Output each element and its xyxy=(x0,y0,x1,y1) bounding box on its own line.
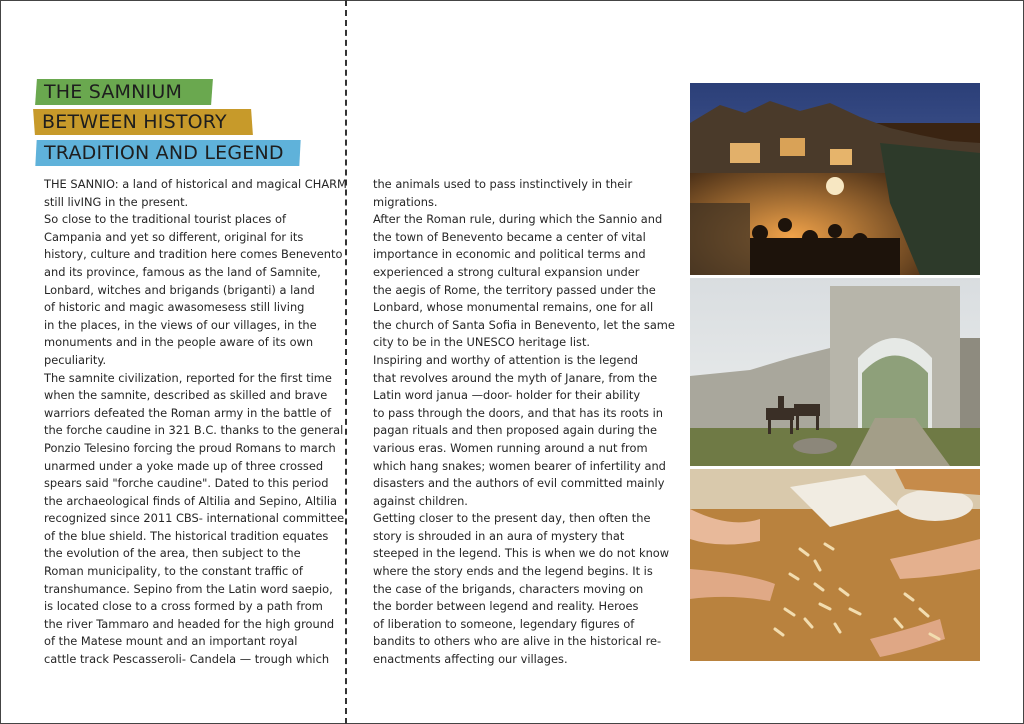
left-column-line: THE SANNIO: a land of historical and magical CHARM xyxy=(44,177,347,191)
title-line-2: BETWEEN HISTORY xyxy=(42,111,227,133)
left-column-line: Campania and yet so different, original for its xyxy=(44,229,304,244)
right-column-line: enactments affecting our villages. xyxy=(373,652,568,667)
right-column-line: Getting closer to the present day, then often the xyxy=(373,511,651,526)
right-column-line: the animals used to pass instinctively in their xyxy=(373,177,633,191)
left-column-line: of the blue shield. The historical tradition equates xyxy=(44,528,329,543)
left-column-line: of the Matese mount and an important royal xyxy=(44,634,298,649)
title-line-3: TRADITION AND LEGEND xyxy=(44,142,284,164)
right-column-line: Latin word janua —door- holder for their ability xyxy=(373,388,641,403)
left-column-line: spears said "forche caudine". Dated to this period xyxy=(44,476,329,491)
roman-arch-image xyxy=(690,278,980,466)
left-text-column xyxy=(44,176,347,669)
left-column-line: unarmed under a yoke made up of three crossed xyxy=(44,458,324,473)
left-column-line: when the samnite, described as skilled and brave xyxy=(44,388,328,403)
left-column-line: the river Tammaro and headed for the high ground xyxy=(44,616,335,631)
right-column-line: bandits to others who are alive in the historical re- xyxy=(373,634,662,649)
left-column-line: Lonbard, witches and brigands (briganti) a land xyxy=(44,282,315,297)
title-line-1: THE SAMNIUM xyxy=(44,81,183,103)
right-column-line: experienced a strong cultural expansion under xyxy=(373,264,640,279)
right-column-line: story is shrouded in an aura of mystery that xyxy=(373,528,625,543)
right-column-line: where the story ends and the legend begins. It is xyxy=(373,564,653,579)
right-column-line: After the Roman rule, during which the Sannio and xyxy=(373,212,663,227)
photo-handmade-pasta xyxy=(690,469,980,661)
left-column-line: monuments and in the people aware of its own xyxy=(44,335,314,350)
title-band-green xyxy=(35,79,213,105)
right-column-line: migrations. xyxy=(373,194,438,209)
right-column-line: city to be in the UNESCO heritage list. xyxy=(373,335,591,350)
left-column-line: history, culture and tradition here comes Benevento xyxy=(44,247,343,262)
right-column-line: the town of Benevento became a center of vital xyxy=(373,229,646,244)
title-band-blue xyxy=(35,140,300,166)
photo-roman-arch-sepino xyxy=(690,278,980,466)
right-column-line: Lonbard, whose monumental remains, one for all xyxy=(373,300,654,315)
left-column-line: cattle track Pescasseroli- Candela — trough which xyxy=(44,652,330,667)
left-column-line: warriors defeated the Roman army in the battle of xyxy=(44,405,332,420)
left-column-line: The samnite civilization, reported for the first time xyxy=(44,370,332,385)
night-village-image xyxy=(690,83,980,275)
left-column-line: Roman municipality, to the constant traffic of xyxy=(44,564,303,579)
left-column-line: in the places, in the views of our villages, in the xyxy=(44,317,317,332)
right-column-line: against children. xyxy=(373,493,468,508)
right-column-line: the aegis of Rome, the territory passed under the xyxy=(373,282,656,297)
right-column-line: the border between legend and reality. Heroes xyxy=(373,599,639,614)
right-column-line: the church of Santa Sofia in Benevento, let the same xyxy=(373,317,675,332)
right-column-line: steeped in the legend. This is when we do not know xyxy=(373,546,670,561)
right-column-line: which hang snakes; women bearer of infertility and xyxy=(373,458,666,473)
right-column-line: the case of the brigands, characters moving on xyxy=(373,581,644,596)
left-column-line: So close to the traditional tourist places of xyxy=(44,212,286,227)
right-text-column xyxy=(373,176,675,669)
left-column-line: and its province, famous as the land of Samnite, xyxy=(44,264,321,279)
right-column-line: importance in economic and political terms and xyxy=(373,247,646,262)
left-column-line: transhumance. Sepino from the Latin word saepio, xyxy=(44,581,333,596)
left-column-line: Ponzio Telesino forcing the proud Romans to march xyxy=(44,440,336,455)
left-column-line: the archaeological finds of Altilia and Sepino, Altilia xyxy=(44,493,338,508)
left-column-line: of historic and magic awasomesess still living xyxy=(44,300,305,315)
left-column-line: still livING in the present. xyxy=(44,194,189,209)
page-fold-line xyxy=(345,0,347,724)
right-column-line: that revolves around the myth of Janare, from the xyxy=(373,370,658,385)
right-column-line: of liberation to someone, legendary figures of xyxy=(373,616,635,631)
handmade-pasta-image xyxy=(690,469,980,661)
right-column-line: to pass through the doors, and that has its roots in xyxy=(373,405,663,420)
left-column-line: the forche caudine in 321 B.C. thanks to the general xyxy=(44,423,344,438)
left-column-line: the evolution of the area, then subject to the xyxy=(44,546,301,561)
right-column-line: various eras. Women running around a nut from xyxy=(373,440,648,455)
left-column-line: is located close to a cross formed by a path from xyxy=(44,599,323,614)
left-column-line: peculiarity. xyxy=(44,352,107,367)
right-column-line: disasters and the authors of evil committed mainly xyxy=(373,476,665,491)
left-column-line: recognized since 2011 CBS- international committee xyxy=(44,511,345,526)
right-column-line: pagan rituals and then proposed again during the xyxy=(373,423,657,438)
photo-night-village-festival xyxy=(690,83,980,275)
title-band-ochre xyxy=(33,109,253,135)
right-column-line: Inspiring and worthy of attention is the legend xyxy=(373,352,638,367)
